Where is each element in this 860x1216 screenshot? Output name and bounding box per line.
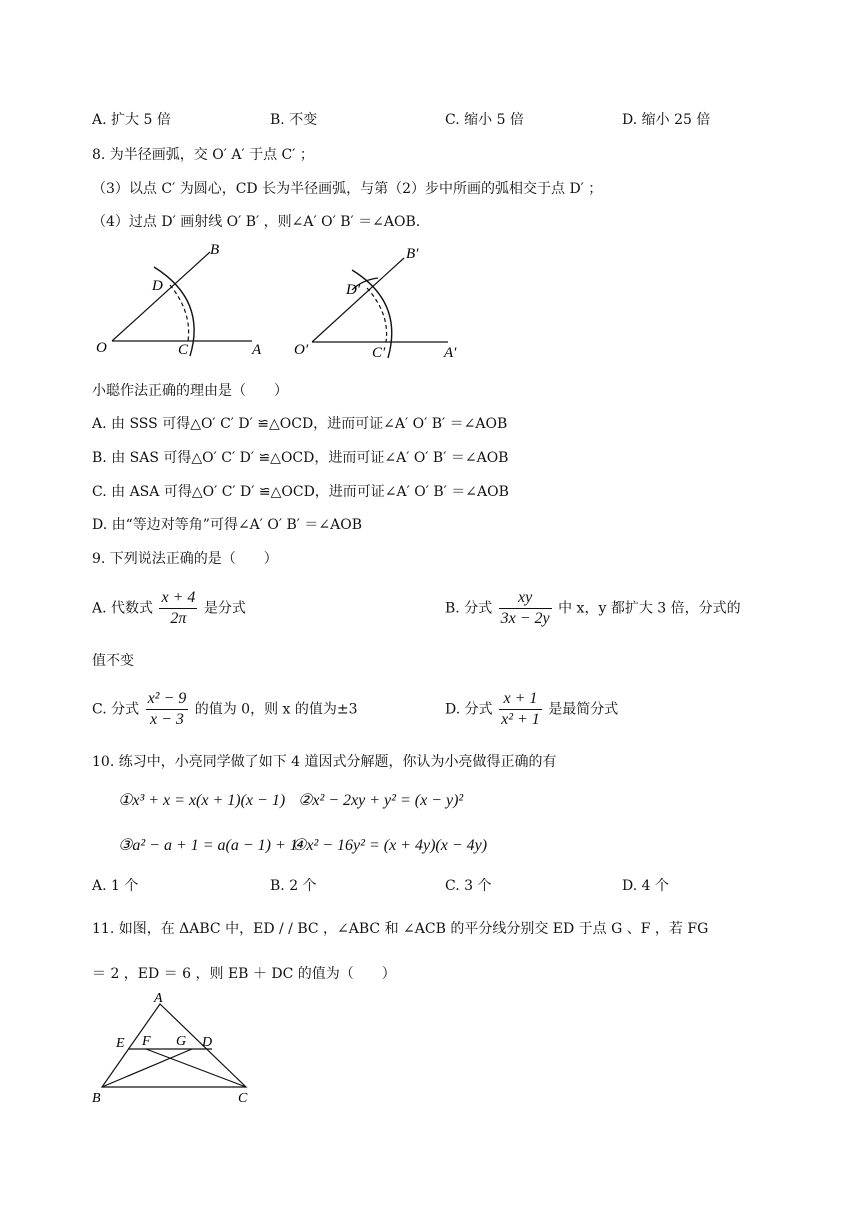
q10-equation-2: ②x² − 2xy + y² = (x − y)² [298,792,464,809]
q8-option-c: C. 由 ASA 可得△O′ C′ D′ ≌△OCD，进而可证∠A′ O′ B′ ＝∠AOB [92,484,509,500]
q9-option-c [92,689,358,730]
q8-option-d: D. 由“等边对等角”可得∠A′ O′ B′ ＝∠AOB [92,517,363,533]
q8-option-b: B. 由 SAS 可得△O′ C′ D′ ≌△OCD，进而可证∠A′ O′ B′ ＝∠AOB [92,450,509,466]
label-a: A [252,342,262,358]
q9-option-d [445,689,618,730]
q10-option-b: B. 2 个 [270,878,317,894]
label-b: B [92,1091,101,1106]
q9-option-b [445,588,741,629]
q8-line-3: （4）过点 D′ 画射线 O′ B′ ，则∠A′ O′ B′ ＝∠AOB. [92,214,421,230]
q9-d-suffix: 是最简分式 [548,701,619,718]
q9-a-numerator: x + 4 [159,588,197,609]
q10-option-d: D. 4 个 [622,878,669,894]
label-c: C [238,1091,248,1106]
q9-b-prefix: B. 分式 [445,600,493,617]
q9-a-fraction [159,588,197,629]
q9-a-denominator: 2π [170,610,187,627]
label-g: G [176,1034,187,1049]
q9-c-denominator: x − 3 [149,711,184,728]
q8-line-2: （3）以点 C′ 为圆心，CD 长为半径画弧，与第（2）步中所画的弧相交于点 D′ ； [92,181,603,197]
q9-b-suffix: 中 x，y 都扩大 3 倍，分式的 [558,600,741,617]
q9-d-prefix: D. 分式 [445,701,493,718]
q9-a-suffix: 是分式 [203,600,246,617]
label-o: O [96,340,107,356]
label-c: C [178,342,189,358]
q7-option-d: D. 缩小 25 倍 [622,112,711,128]
q9-c-suffix: 的值为 0，则 x 的值为±3 [194,701,358,718]
q9-b-denominator: 3x − 2y [500,610,550,627]
q8-option-a: A. 由 SSS 可得△O′ C′ D′ ≌△OCD，进而可证∠A′ O′ B′ ＝∠AOB [92,416,508,432]
q8-figure-original-angle [92,240,272,365]
q10-option-a: A. 1 个 [92,878,139,894]
label-e: E [116,1036,125,1051]
q10-option-c: C. 3 个 [445,878,492,894]
q9-d-numerator: x + 1 [499,689,542,710]
q7-option-c: C. 缩小 5 倍 [445,112,524,128]
q9-c-numerator: x² − 9 [146,689,189,710]
label-o-prime: O′ [294,342,309,358]
q9-d-fraction [499,689,542,730]
q7-option-b: B. 不变 [270,112,318,128]
q9-c-fraction [146,689,189,730]
q9-b-numerator: xy [499,588,552,609]
q9-a-prefix: A. 代数式 [92,600,154,617]
q11-line-2: ＝ 2 ，ED ＝ 6 ，则 EB ＋ DC 的值为（ ） [92,966,396,982]
q10-equation-4: ④x² − 16y² = (x + 4y)(x − 4y) [292,837,488,854]
label-f: F [142,1034,151,1049]
label-d: D [202,1035,213,1050]
q9-b-fraction [499,588,552,629]
q8-line-1: 8. 为半径画弧，交 O′ A′ 于点 C′ ； [92,147,314,163]
q10-equation-3: ③a² − a + 1 = a(a − 1) + 1 [118,837,298,854]
label-b-prime: B′ [406,246,419,262]
label-d: D [152,278,163,294]
q9-option-b-continued: 值不变 [92,653,134,669]
q7-option-a: A. 扩大 5 倍 [92,112,171,128]
q11-triangle-figure [88,988,268,1108]
q10-stem: 10. 练习中，小亮同学做了如下 4 道因式分解题，你认为小亮做得正确的有 [92,754,557,770]
label-c-prime: C′ [372,345,386,361]
label-b: B [210,242,220,258]
q9-stem: 9. 下列说法正确的是（ ） [92,551,278,567]
label-a-prime: A′ [444,345,457,361]
q9-d-denominator: x² + 1 [501,711,540,728]
q9-c-prefix: C. 分式 [92,701,140,718]
q10-equation-1: ①x³ + x = x(x + 1)(x − 1) [118,792,286,809]
q8-question: 小聪作法正确的理由是（ ） [92,383,288,399]
q8-figure-copied-angle [290,240,480,365]
q9-option-a [92,588,246,629]
label-d-prime: D′ [346,282,361,298]
label-a: A [154,991,163,1006]
q11-line-1: 11. 如图，在 ΔABC 中，ED / / BC ，∠ABC 和 ∠ACB 的平分线分别交 ED 于点 G 、F ，若 FG [92,921,709,937]
